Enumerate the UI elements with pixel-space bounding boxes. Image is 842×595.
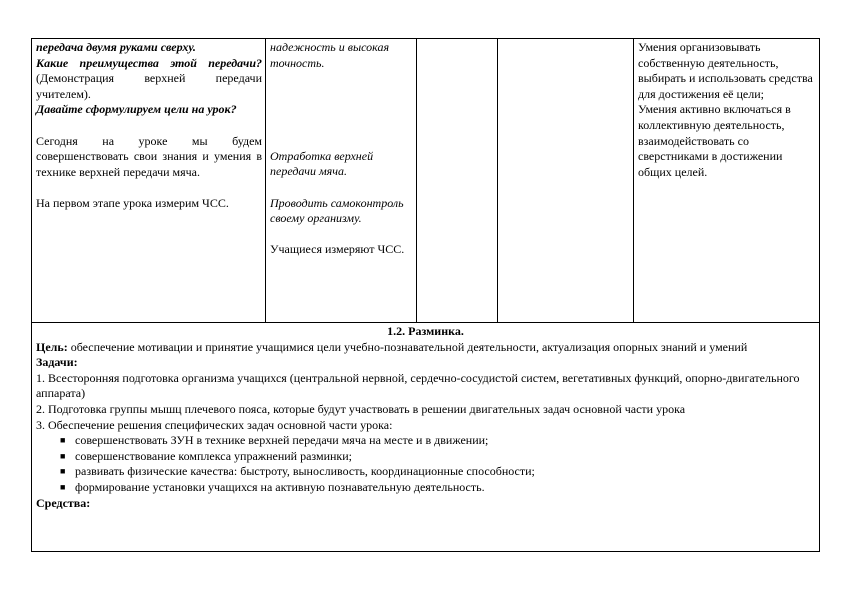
goal-text: обеспечение мотивации и принятие учащимися цели учебно-познавательной деятельности, актуализация опорных знаний и умений [67,339,748,354]
text-line: Проводить самоконтроль своему организму. [270,195,404,226]
means-label: Средства: [36,495,91,510]
lesson-plan-table [31,38,820,552]
goal-label: Цель: [36,339,68,354]
section-title: 1.2. Разминка. [387,324,464,338]
empty-cell [417,39,498,323]
tasks-label: Задачи: [36,355,78,370]
text-line: передача двумя руками сверху. [36,40,196,54]
bullet-icon: ■ [60,435,66,446]
student-activity-cell [266,39,417,323]
warmup-section-cell [32,323,820,552]
question-paragraph [36,56,262,103]
task-item: 2. Подготовка группы мышц плечевого пояса, которые будут участвовать в решении двигательных задач основной части урока [36,401,686,416]
question-goals: Давайте сформулируем цели на урок? [36,102,237,117]
table-row [32,323,820,552]
list-item: ■ совершенствовать ЗУН в технике верхней передачи мяча на месте и в движении; [60,433,489,448]
table-row [32,39,820,323]
list-item: ■ совершенствование комплекса упражнений разминки; [60,448,353,463]
paragraph: Сегодня на уроке мы будем совершенствовать свои знания и умения в технике верхней передачи мяча. [36,133,262,179]
bullet-icon: ■ [60,481,66,492]
question-bold: Какие преимущества этой передачи? [36,55,262,70]
text-line: надежность и высокая точность. [270,40,390,70]
text-line: Умения активно включаться в коллективную деятельность, взаимодействовать со сверстниками в достижении общих целей. [638,102,791,179]
text-line: Умения организовывать собственную деятельность, выбирать и использовать средства для достижения её цели; [638,40,813,101]
list-item: ■ формирование установки учащихся на активную познавательную деятельность. [60,479,485,494]
text-line: Учащиеся измеряют ЧСС. [270,242,405,257]
empty-cell [498,39,634,323]
task-bullet-list [36,433,815,495]
list-item: ■ развивать физические качества: быстроту, выносливость, координационные способности; [60,464,535,479]
bullet-icon: ■ [60,466,66,477]
paragraph: На первом этапе урока измерим ЧСС. [36,195,229,210]
text-line: Отработка верхней передачи мяча. [270,148,374,179]
teacher-activity-cell [32,39,266,323]
task-item: 1. Всесторонняя подготовка организма учащихся (центральной нервной, сердечно-сосудистой систем, вегетативных функций, опорно-двигательного аппарата) [36,370,800,401]
goal-paragraph [36,340,815,356]
bullet-icon: ■ [60,450,66,461]
question-rest: (Демонстрация верхней передачи учителем). [36,71,262,101]
task-item: 3. Обеспечение решения специфических задач основной части урока: [36,417,393,432]
competencies-cell [634,39,820,323]
